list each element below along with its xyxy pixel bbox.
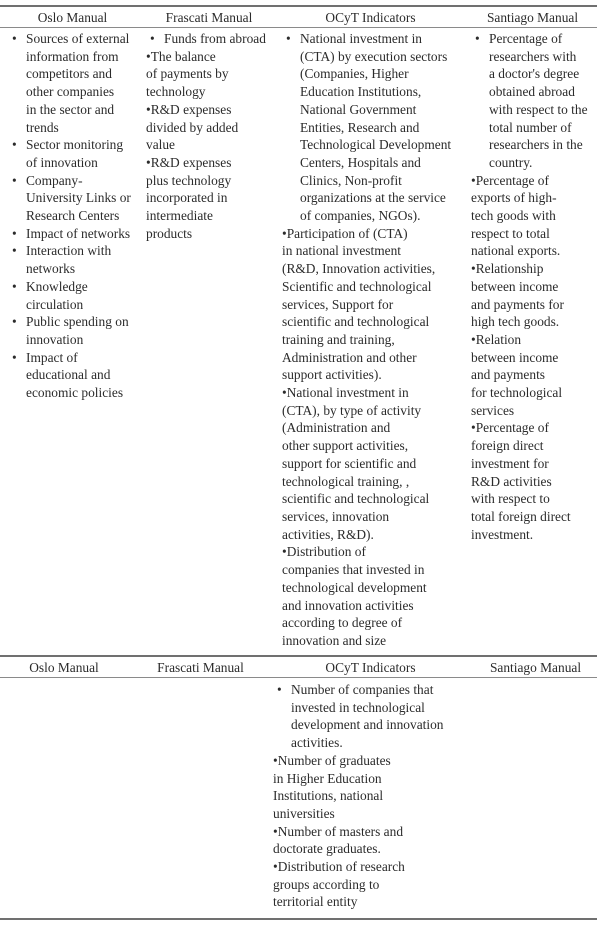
list-item-line: researchers in the <box>489 137 583 153</box>
header-ocyt: OCyT Indicators <box>325 660 416 675</box>
list-item <box>471 172 599 261</box>
list-item-line: • Participation of (CTA) <box>282 225 472 243</box>
header-frascati: Frascati Manual <box>165 10 253 25</box>
column-frascati <box>146 30 274 242</box>
list-item-line: training and training, <box>282 331 395 347</box>
list-item <box>8 278 146 313</box>
list-item <box>471 30 599 172</box>
list-item-line: • Impact of <box>26 349 78 365</box>
list-item-line: University Links or <box>26 190 131 206</box>
table2-header-rule <box>0 677 597 678</box>
list-item-line: and innovation activities <box>282 597 414 613</box>
list-item-line: (R&D, Innovation activities, <box>282 261 436 277</box>
list-item <box>8 30 146 136</box>
list-item-line: • National investment in <box>282 384 472 402</box>
list-item-line: divided by added <box>146 119 239 135</box>
list-item-line: services, Support for <box>282 296 394 312</box>
list-item-line: networks <box>26 261 76 277</box>
list-item <box>8 136 146 171</box>
column-oslo <box>8 30 146 402</box>
list-item-line: services, innovation <box>282 508 390 524</box>
list-item-line: respect to total <box>471 225 550 241</box>
list-item-line: total foreign direct <box>471 508 571 524</box>
list-item-line: • Interaction with <box>26 243 112 259</box>
list-item-line: researchers with <box>489 48 577 64</box>
list-item <box>8 172 146 225</box>
list-item <box>471 419 599 543</box>
list-item <box>282 384 472 543</box>
list-item <box>282 543 472 649</box>
list-item <box>8 242 146 277</box>
list-item <box>8 313 146 348</box>
list-item-line: support activities). <box>282 367 382 383</box>
list-item <box>471 331 599 420</box>
list-item <box>282 225 472 384</box>
list-item-line: and payments <box>471 367 546 383</box>
list-item <box>273 823 473 858</box>
list-item-line: invested in technological <box>291 699 425 715</box>
list-item-line: • Number of masters and <box>273 823 473 841</box>
list-item-line: • Sector monitoring <box>26 137 124 153</box>
list-item-line: with respect to <box>471 491 550 507</box>
list-item-line: companies that invested in <box>282 562 425 578</box>
list-item <box>471 260 599 331</box>
list-item-line: (Administration and <box>282 420 391 436</box>
list-item-line: total number of <box>489 119 572 135</box>
list-item-line: tech goods with <box>471 208 556 224</box>
list-item-line: Clinics, Non-profit <box>300 172 402 188</box>
list-item-line: Institutions, national <box>273 788 384 804</box>
list-item-line: trends <box>26 119 59 135</box>
list-item-line: R&D activities <box>471 473 552 489</box>
list-item-line: other support activities, <box>282 438 409 454</box>
list-item-line: other companies <box>26 84 115 100</box>
list-item <box>146 48 274 101</box>
list-item-line: • Sources of external <box>26 31 130 46</box>
list-item-line: of companies, NGOs). <box>300 208 421 224</box>
list-item-line: educational and <box>26 367 111 383</box>
list-item-line: exports of high- <box>471 190 557 206</box>
table2-header-row <box>0 657 597 678</box>
list-item-line: Entities, Research and <box>300 119 420 135</box>
list-item-line: universities <box>273 805 335 821</box>
header-oslo: Oslo Manual <box>37 10 108 25</box>
list-item-line: products <box>146 225 193 241</box>
list-item-line: circulation <box>26 296 84 312</box>
list-item-line: innovation <box>26 331 84 347</box>
list-item <box>146 30 274 48</box>
list-item-line: Centers, Hospitals and <box>300 154 421 170</box>
list-item-line: support for scientific and <box>282 455 417 471</box>
list-item-line: (CTA), by type of activity <box>282 402 422 418</box>
list-item-line: services <box>471 402 515 418</box>
list-item <box>273 681 473 752</box>
list-item-line: • Percentage of <box>489 31 563 46</box>
list-item-line: • Relationship <box>471 260 599 278</box>
list-item-line: according to degree of <box>282 615 403 631</box>
list-item-line: • Number of companies that <box>291 682 434 697</box>
list-item-line: intermediate <box>146 208 213 224</box>
list-item-line: • Number of graduates <box>273 752 473 770</box>
list-item-line: with respect to the <box>489 101 588 117</box>
list-item-line: for technological <box>471 385 563 401</box>
list-item-line: in national investment <box>282 243 402 259</box>
list-item-line: • Percentage of <box>471 419 599 437</box>
list-item-line: • Company- <box>26 172 83 188</box>
table-bottom-rule <box>0 918 597 920</box>
list-item <box>146 154 274 243</box>
list-item <box>8 349 146 402</box>
list-item-line: • R&D expenses <box>146 154 274 172</box>
list-item-line: • Public spending on <box>26 314 129 330</box>
list-item-line: Technological Development <box>300 137 452 153</box>
list-item-line: territorial entity <box>273 894 358 910</box>
header-santiago: Santiago Manual <box>489 660 582 675</box>
list-item-line: country. <box>489 154 533 170</box>
list-item-line: development and innovation <box>291 717 444 733</box>
table-header-rule <box>0 27 597 28</box>
list-item <box>273 858 473 911</box>
list-item-line: foreign direct <box>471 438 544 454</box>
column-ocyt-2 <box>273 681 473 911</box>
list-item-line: value <box>146 137 175 153</box>
list-item-line: • National investment in <box>300 31 422 46</box>
list-item-line: scientific and technological <box>282 314 430 330</box>
list-item-line: investment for <box>471 455 549 471</box>
list-item-line: investment. <box>471 526 534 542</box>
list-item-line: Research Centers <box>26 208 120 224</box>
list-item-line: • Relation <box>471 331 599 349</box>
list-item-line: organizations at the service <box>300 190 446 206</box>
list-item <box>273 752 473 823</box>
list-item-line: (CTA) by execution sectors <box>300 48 448 64</box>
list-item-line: incorporated in <box>146 190 228 206</box>
header-oslo: Oslo Manual <box>29 660 99 675</box>
list-item-line: activities, R&D). <box>282 526 374 542</box>
list-item-line: of innovation <box>26 154 98 170</box>
list-item-line: • Knowledge <box>26 278 88 294</box>
list-item-line: Administration and other <box>282 349 417 365</box>
list-item-line: • Funds from abroad <box>164 31 266 46</box>
header-frascati: Frascati Manual <box>157 660 244 675</box>
list-item <box>8 225 146 243</box>
list-item-line: between income <box>471 349 559 365</box>
list-item-line: National Government <box>300 101 417 117</box>
list-item-line: a doctor's degree <box>489 66 580 82</box>
list-item-line: • Impact of networks <box>26 225 131 241</box>
list-item-line: groups according to <box>273 876 380 892</box>
list-item-line: activities. <box>291 735 343 751</box>
list-item-line: in Higher Education <box>273 770 382 786</box>
list-item-line: high tech goods. <box>471 314 560 330</box>
list-item-line: innovation and size <box>282 632 387 648</box>
list-item-line: technological training, , <box>282 473 410 489</box>
list-item-line: Education Institutions, <box>300 84 422 100</box>
list-item-line: between income <box>471 278 559 294</box>
header-ocyt: OCyT Indicators <box>325 10 416 25</box>
list-item-line: technology <box>146 84 206 100</box>
list-item-line: obtained abroad <box>489 84 575 100</box>
list-item-line: doctorate graduates. <box>273 841 381 857</box>
list-item-line: economic policies <box>26 385 124 401</box>
header-santiago: Santiago Manual <box>486 10 579 25</box>
list-item-line: of payments by <box>146 66 229 82</box>
list-item-line: (Companies, Higher <box>300 66 409 82</box>
list-item-line: plus technology <box>146 172 232 188</box>
list-item-line: • Distribution of research <box>273 858 473 876</box>
list-item-line: • Percentage of <box>471 172 599 190</box>
column-ocyt <box>282 30 472 650</box>
list-item-line: scientific and technological <box>282 491 430 507</box>
list-item <box>282 30 472 225</box>
list-item-line: and payments for <box>471 296 564 312</box>
list-item <box>146 101 274 154</box>
list-item-line: technological development <box>282 579 427 595</box>
table-header-row <box>0 7 597 28</box>
list-item-line: • Distribution of <box>282 543 472 561</box>
column-santiago <box>471 30 599 543</box>
list-item-line: Scientific and technological <box>282 278 432 294</box>
list-item-line: national exports. <box>471 243 561 259</box>
list-item-line: • The balance <box>146 48 274 66</box>
list-item-line: • R&D expenses <box>146 101 274 119</box>
list-item-line: competitors and <box>26 66 112 82</box>
list-item-line: information from <box>26 48 119 64</box>
list-item-line: in the sector and <box>26 101 115 117</box>
